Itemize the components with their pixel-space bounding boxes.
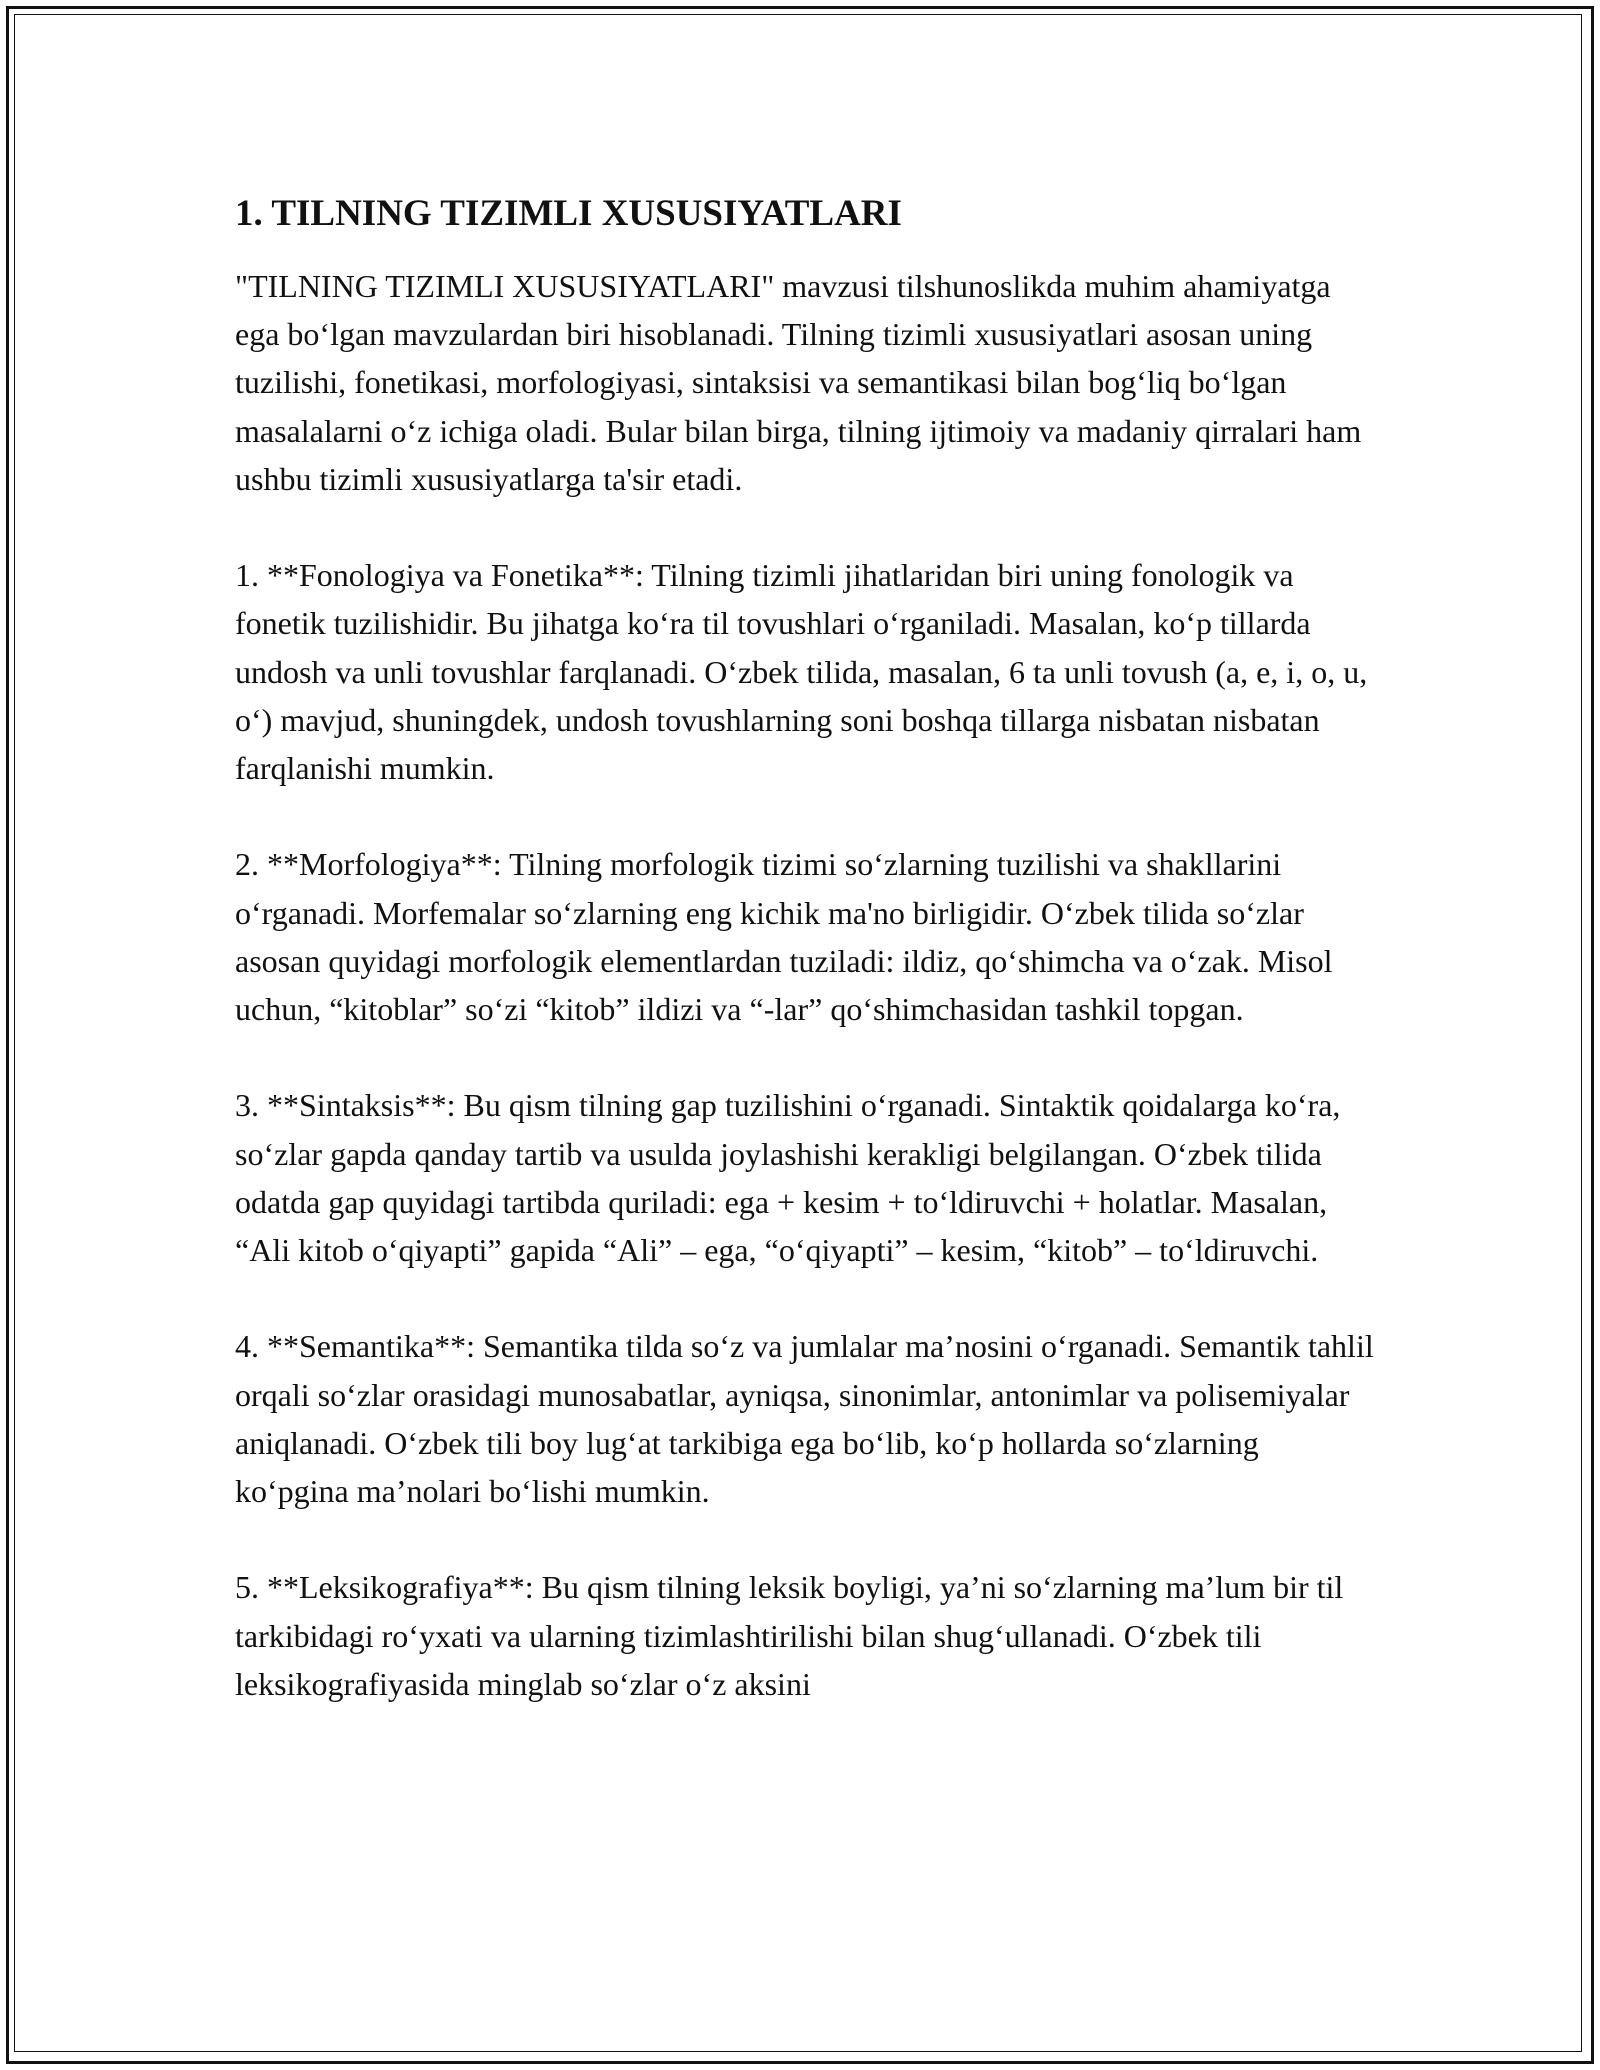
paragraph-morphology: 2. **Morfologiya**: Tilning morfologik tizimi so‘zlarning tuzilishi va shakllarini o‘rganadi. Morfemalar so‘zlarning eng kichik ma'no birligidir. O‘zbek tilida so‘zlar asosan quyidagi morfologik elementlardan tuziladi: ildiz, qo‘shimcha va o‘zak. Misol uchun, “kitoblar” so‘zi “kitob” ildizi va “-lar” qo‘shimchasidan tashkil topgan. xyxy=(235,846,1333,1028)
page-title: 1. TILNING TIZIMLI XUSUSIYATLARI xyxy=(235,193,902,234)
paragraph-phonology: 1. **Fonologiya va Fonetika**: Tilning tizimli jihatlaridan biri uning fonologik va fonetik tuzilishidir. Bu jihatga ko‘ra til tovushlari o‘rganiladi. Masalan, ko‘p tillarda undosh va unli tovushlar farqlanadi. O‘zbek tilida, masalan, 6 ta unli tovush (a, e, i, o, u, o‘) mavjud, shuningdek, undosh tovushlarning soni boshqa tillarga nisbatan nisbatan farqlanishi mumkin. xyxy=(235,557,1368,787)
paragraph-semantics: 4. **Semantika**: Semantika tilda so‘z va jumlalar ma’nosini o‘rganadi. Semantik tahlil orqali so‘zlar orasidagi munosabatlar, ayniqsa, sinonimlar, antonimlar va polisemiyalar aniqlanadi. O‘zbek tili boy lug‘at tarkibiga ega bo‘lib, ko‘p hollarda so‘zlarning ko‘pgina ma’nolari bo‘lishi mumkin. xyxy=(235,1328,1374,1510)
paragraph-syntax: 3. **Sintaksis**: Bu qism tilning gap tuzilishini o‘rganadi. Sintaktik qoidalarga ko‘ra, so‘zlar gapda qanday tartib va usulda joylashishi kerakligi belgilangan. O‘zbek tilida odatda gap quyidagi tartibda quriladi: ega + kesim + to‘ldiruvchi + holatlar. Masalan, “Ali kitob o‘qiyapti” gapida “Ali” – ega, “o‘qiyapti” – kesim, “kitob” – to‘ldiruvchi. xyxy=(235,1087,1341,1269)
paragraph-intro: "TILNING TIZIMLI XUSUSIYATLARI" mavzusi tilshunoslikda muhim ahamiyatga ega bo‘lgan mavzulardan biri hisoblanadi. Tilning tizimli xususiyatlari asosan uning tuzilishi, fonetikasi, morfologiyasi, sintaksisi va semantikasi bilan bog‘liq bo‘lgan masalalarni o‘z ichiga oladi. Bular bilan birga, tilning ijtimoiy va madaniy qirralari ham ushbu tizimli xususiyatlarga ta'sir etadi. xyxy=(235,268,1362,497)
paragraph-lexicography: 5. **Leksikografiya**: Bu qism tilning leksik boyligi, ya’ni so‘zlarning ma’lum bir til tarkibidagi ro‘yxati va ularning tizimlashtirilishi bilan shug‘ullanadi. O‘zbek tili leksikografiyasida minglab so‘zlar o‘z aksini xyxy=(235,1569,1344,1702)
document-body xyxy=(235,188,1375,1708)
